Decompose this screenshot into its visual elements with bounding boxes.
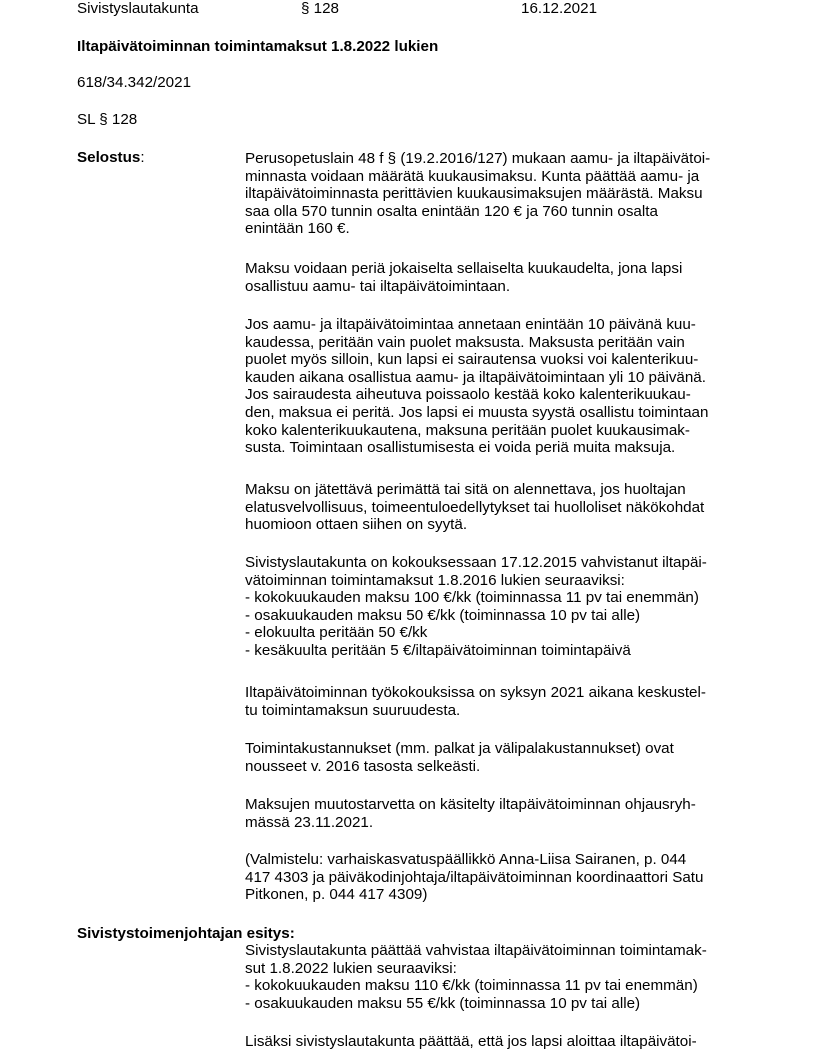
paragraph-line: minnasta voidaan määrätä kuukausimaksu. Kunta päättää aamu- ja <box>245 167 700 185</box>
fee-list-item: - kokokuukauden maksu 100 €/kk (toiminnassa 11 pv tai enemmän) <box>245 589 699 607</box>
paragraph-1 <box>245 150 765 238</box>
paragraph-line: Perusopetuslain 48 f § (19.2.2016/127) mukaan aamu- ja iltapäivätoi- <box>245 150 711 167</box>
fee-list-item: - osakuukauden maksu 50 €/kk (toiminnassa 10 pv tai alle) <box>245 606 641 624</box>
paragraph-line: Iltapäivätoiminnan työkokouksissa on syksyn 2021 aikana keskustel- <box>245 684 706 701</box>
paragraph-line: elatusvelvollisuus, toimeentuloedellytykset tai huolloliset näkökohdat <box>245 498 705 516</box>
paragraph-line: Toimintakustannukset (mm. palkat ja välipalakustannukset) ovat <box>245 740 674 757</box>
proposal-paragraph-1 <box>245 942 765 1012</box>
paragraph-line: koko kalenterikuukautena, maksuna peritään puolet kuukausimak- <box>245 421 690 439</box>
paragraph-8 <box>245 796 765 831</box>
paragraph-line: tu toimintamaksun suuruudesta. <box>245 701 461 719</box>
paragraph-line: Jos sairaudesta aiheutuva poissaolo kestää koko kalenterikuukau- <box>245 386 691 404</box>
paragraph-line: 417 4303 ja päiväkodinjohtaja/iltapäivätoiminnan koordinaattori Satu <box>245 868 704 886</box>
paragraph-3 <box>245 316 765 457</box>
paragraph-4 <box>245 481 765 534</box>
document-title: Iltapäivätoiminnan toimintamaksut 1.8.2022 lukien <box>77 38 439 55</box>
paragraph-line: kaudessa, peritään vain puolet maksusta. Maksusta peritään vain <box>245 333 685 351</box>
fee-list-item: - kokokuukauden maksu 110 €/kk (toiminnassa 11 pv tai enemmän) <box>245 977 698 995</box>
selostus-heading <box>77 149 145 166</box>
fee-list-item: - kesäkuulta peritään 5 €/iltapäivätoiminnan toimintapäivä <box>245 641 631 659</box>
paragraph-line: Maksu on jätettävä perimättä tai sitä on alennettava, jos huoltajan <box>245 481 686 498</box>
paragraph-line: puolet myös silloin, kun lapsi ei sairautensa vuoksi voi kalenterikuu- <box>245 351 699 369</box>
selostus-label: Selostus <box>77 149 141 166</box>
fee-list-item: - elokuulta peritään 50 €/kk <box>245 624 428 642</box>
paragraph-line: Lisäksi sivistyslautakunta päättää, että jos lapsi aloittaa iltapäivätoi- <box>245 1033 697 1050</box>
paragraph-line: mässä 23.11.2021. <box>245 813 374 831</box>
paragraph-line: osallistuu aamu- tai iltapäivätoimintaan. <box>245 277 511 295</box>
paragraph-line: sut 1.8.2022 lukien seuraaviksi: <box>245 959 457 977</box>
paragraph-9 <box>245 851 765 904</box>
paragraph-line: Sivistyslautakunta päättää vahvistaa iltapäivätoiminnan toimintamak- <box>245 942 707 959</box>
proposal-heading: Sivistystoimenjohtajan esitys: <box>77 925 295 942</box>
selostus-colon: : <box>140 149 145 166</box>
paragraph-line: vätoiminnan toimintamaksut 1.8.2016 lukien seuraaviksi: <box>245 571 625 589</box>
paragraph-line: huomioon ottaen siihen on syytä. <box>245 516 468 534</box>
paragraph-line: kauden aikana osallistua aamu- ja iltapäivätoimintaan yli 10 päivänä. <box>245 368 706 386</box>
paragraph-line: Maksu voidaan periä jokaiselta sellaiselta kuukaudelta, jona lapsi <box>245 260 683 277</box>
header-date: 16.12.2021 <box>521 0 598 17</box>
paragraph-6 <box>245 684 765 719</box>
section-reference: SL § 128 <box>77 111 138 128</box>
paragraph-line: saa olla 570 tunnin osalta enintään 120 € ja 760 tunnin osalta <box>245 202 658 220</box>
paragraph-line: iltapäivätoiminnasta perittävien kuukausimaksujen määrästä. Maksu <box>245 185 703 203</box>
paragraph-line: (Valmistelu: varhaiskasvatuspäällikkö Anna-Liisa Sairanen, p. 044 <box>245 851 687 868</box>
paragraph-line: Sivistyslautakunta on kokouksessaan 17.12.2015 vahvistanut iltapäi- <box>245 554 707 571</box>
paragraph-line: Maksujen muutostarvetta on käsitelty iltapäivätoiminnan ohjausryh- <box>245 796 696 813</box>
proposal-paragraph-2 <box>245 1033 765 1051</box>
header-organ: Sivistyslautakunta <box>77 0 199 17</box>
paragraph-line: susta. Toimintaan osallistumisesta ei voida periä muita maksuja. <box>245 439 676 457</box>
record-number: 618/34.342/2021 <box>77 74 192 91</box>
paragraph-line: Pitkonen, p. 044 417 4309) <box>245 886 428 904</box>
paragraph-line: enintään 160 €. <box>245 220 350 238</box>
paragraph-7 <box>245 740 765 775</box>
paragraph-line: nousseet v. 2016 tasosta selkeästi. <box>245 757 481 775</box>
fee-list-item: - osakuukauden maksu 55 €/kk (toiminnassa 10 pv tai alle) <box>245 994 641 1012</box>
paragraph-2 <box>245 260 765 295</box>
header-section: § 128 <box>301 0 340 17</box>
paragraph-5 <box>245 554 765 660</box>
paragraph-line: den, maksua ei peritä. Jos lapsi ei muusta syystä osallistu toimintaan <box>245 403 709 421</box>
paragraph-line: Jos aamu- ja iltapäivätoimintaa annetaan enintään 10 päivänä kuu- <box>245 316 696 333</box>
